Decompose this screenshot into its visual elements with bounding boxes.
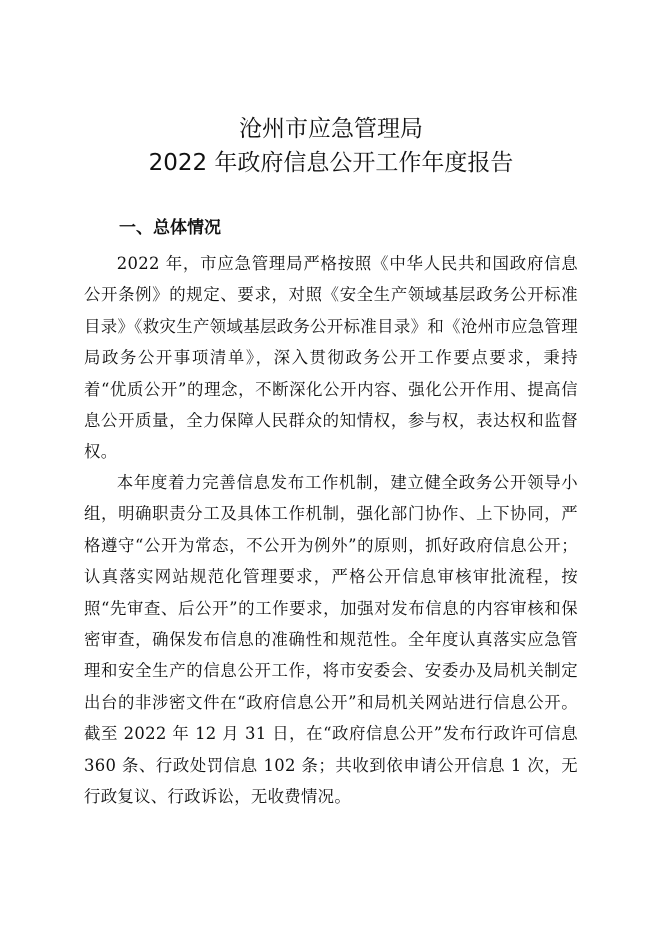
section-heading-overview: 一、总体情况 (119, 218, 221, 238)
paragraph-1: 2022 年，市应急管理局严格按照《中华人民共和国政府信息公开条例》的规定、要求，对照《安全生产领域基层政务公开标准目录》《救灾生产领域基层政务公开标准目录》和《沧州市应急管理局政务公开事项清单》，深入贯彻政务公开工作要点要求，秉持着“优质公开”的理念，不断深化公开内容、强化公开作用、提高信息公开质量，全力保障人民群众的知情权，参与权，表达权和监督权。 (84, 254, 578, 462)
document-title-line2: 2022 年政府信息公开工作年度报告 (148, 150, 514, 176)
document-title-line1: 沧州市应急管理局 (239, 116, 423, 142)
paragraph-2: 本年度着力完善信息发布工作机制，建立健全政务公开领导小组，明确职责分工及具体工作机制，强化部门协作、上下协同，严格遵守“公开为常态，不公开为例外”的原则，抓好政府信息公开；认真落实网站规范化管理要求，严格公开信息审核审批流程，按照“先审查、后公开”的工作要求，加强对发布信息的内容审核和保密审查，确保发布信息的准确性和规范性。全年度认真落实应急管理和安全生产的信息公开工作，将市安委会、安委办及局机关制定出台的非涉密文件在“政府信息公开”和局机关网站进行信息公开。截至 2022 年 12 月 31 日，在“政府信息公开”发布行政许可信息 360 条、行政处罚信息 102 条；共收到依申请公开信息 1 次，无行政复议、行政诉讼，无收费情况。 (84, 473, 578, 807)
